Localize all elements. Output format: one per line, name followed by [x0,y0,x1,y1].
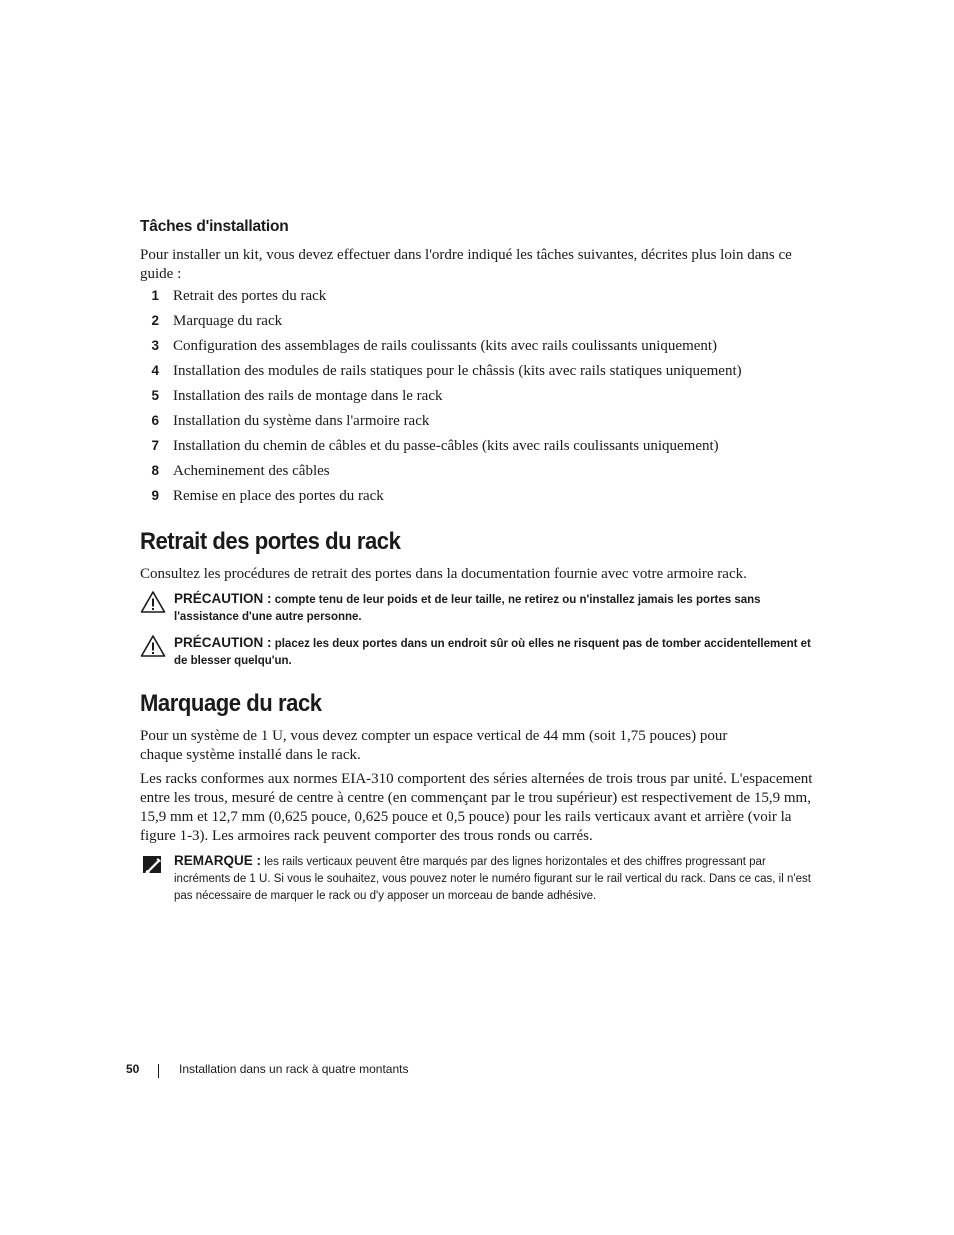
list-item [140,413,742,438]
warning-triangle-icon [140,590,166,614]
caution-label: PRÉCAUTION : [174,591,272,606]
step-number: 1 [151,288,159,303]
step-text: Installation du système dans l'armoire rack [173,413,430,429]
step-number: 3 [151,338,159,353]
note-body [174,852,820,905]
caution-text: placez les deux portes dans un endroit sûr où elles ne risquent pas de tomber accidentellement et de blesser quelqu'un. [174,638,811,667]
list-item [140,288,742,313]
subheading-installation-tasks: Tâches d'installation [140,218,289,235]
page-number: 50 [126,1062,140,1076]
section-heading-door-removal: Retrait des portes du rack [140,528,401,555]
step-number: 9 [151,488,159,503]
footer-title: Installation dans un rack à quatre montants [179,1062,409,1076]
rack-marking-paragraph-2: Les racks conformes aux normes EIA-310 comportent des séries alternées de trois trous par unité. L'espacement entre les trous, mesuré de centre à centre (en commençant par le trou supérieur) est respectivement de 15,9 mm, 15,9 mm et 12,7 mm (0,625 pouce, 0,625 pouce et 0,5 pouce) pour les rails verticaux avant et arrière (voir la figure 1-3). Les armoires rack peuvent comporter des trous ronds ou carrés. [140,771,813,844]
list-item [140,338,742,363]
caution-label: PRÉCAUTION : [174,635,272,650]
step-number: 2 [151,313,159,328]
caution-body [174,590,820,626]
door-removal-paragraph: Consultez les procédures de retrait des portes dans la documentation fournie avec votre armoire rack. [140,566,747,582]
intro-paragraph: Pour installer un kit, vous devez effectuer dans l'ordre indiqué les tâches suivantes, décrites plus loin dans ce guide : [140,247,792,282]
step-text: Acheminement des câbles [173,463,330,479]
step-number: 7 [151,438,159,453]
step-number: 6 [151,413,159,428]
step-number: 5 [151,388,159,403]
note-text: les rails verticaux peuvent être marqués par des lignes horizontales et des chiffres progressant par incréments de 1 U. Si vous le souhaitez, vous pouvez noter le numéro figurant sur le rail vertical du rack. Dans ce cas, il n'est pas nécessaire de marquer le rack ou d'y apposer un morceau de bande adhésive. [174,856,811,902]
footer-divider [158,1064,159,1078]
list-item [140,438,742,463]
list-item [140,313,742,338]
note-label: REMARQUE : [174,853,261,868]
step-text: Retrait des portes du rack [173,288,327,304]
list-item [140,463,742,488]
list-item [140,488,742,513]
rack-marking-paragraph-1: Pour un système de 1 U, vous devez compter un espace vertical de 44 mm (soit 1,75 pouces) pour chaque système installé dans le rack. [140,728,728,763]
warning-triangle-icon [140,634,166,658]
list-item [140,363,742,388]
step-text: Installation du chemin de câbles et du passe-câbles (kits avec rails coulissants uniquement) [173,438,719,454]
step-number: 8 [151,463,159,478]
caution-text: compte tenu de leur poids et de leur taille, ne retirez ou n'installez jamais les portes sans l'assistance d'une autre personne. [174,594,761,623]
step-text: Installation des modules de rails statiques pour le châssis (kits avec rails statiques uniquement) [173,363,742,379]
step-number: 4 [151,363,159,378]
caution-body [174,634,820,670]
pencil-note-icon [140,852,166,876]
section-heading-rack-marking: Marquage du rack [140,690,322,717]
step-text: Remise en place des portes du rack [173,488,384,504]
list-item [140,388,742,413]
step-text: Installation des rails de montage dans le rack [173,388,443,404]
step-text: Marquage du rack [173,313,283,329]
installation-steps-list [140,288,742,513]
step-text: Configuration des assemblages de rails coulissants (kits avec rails coulissants uniquement) [173,338,718,354]
